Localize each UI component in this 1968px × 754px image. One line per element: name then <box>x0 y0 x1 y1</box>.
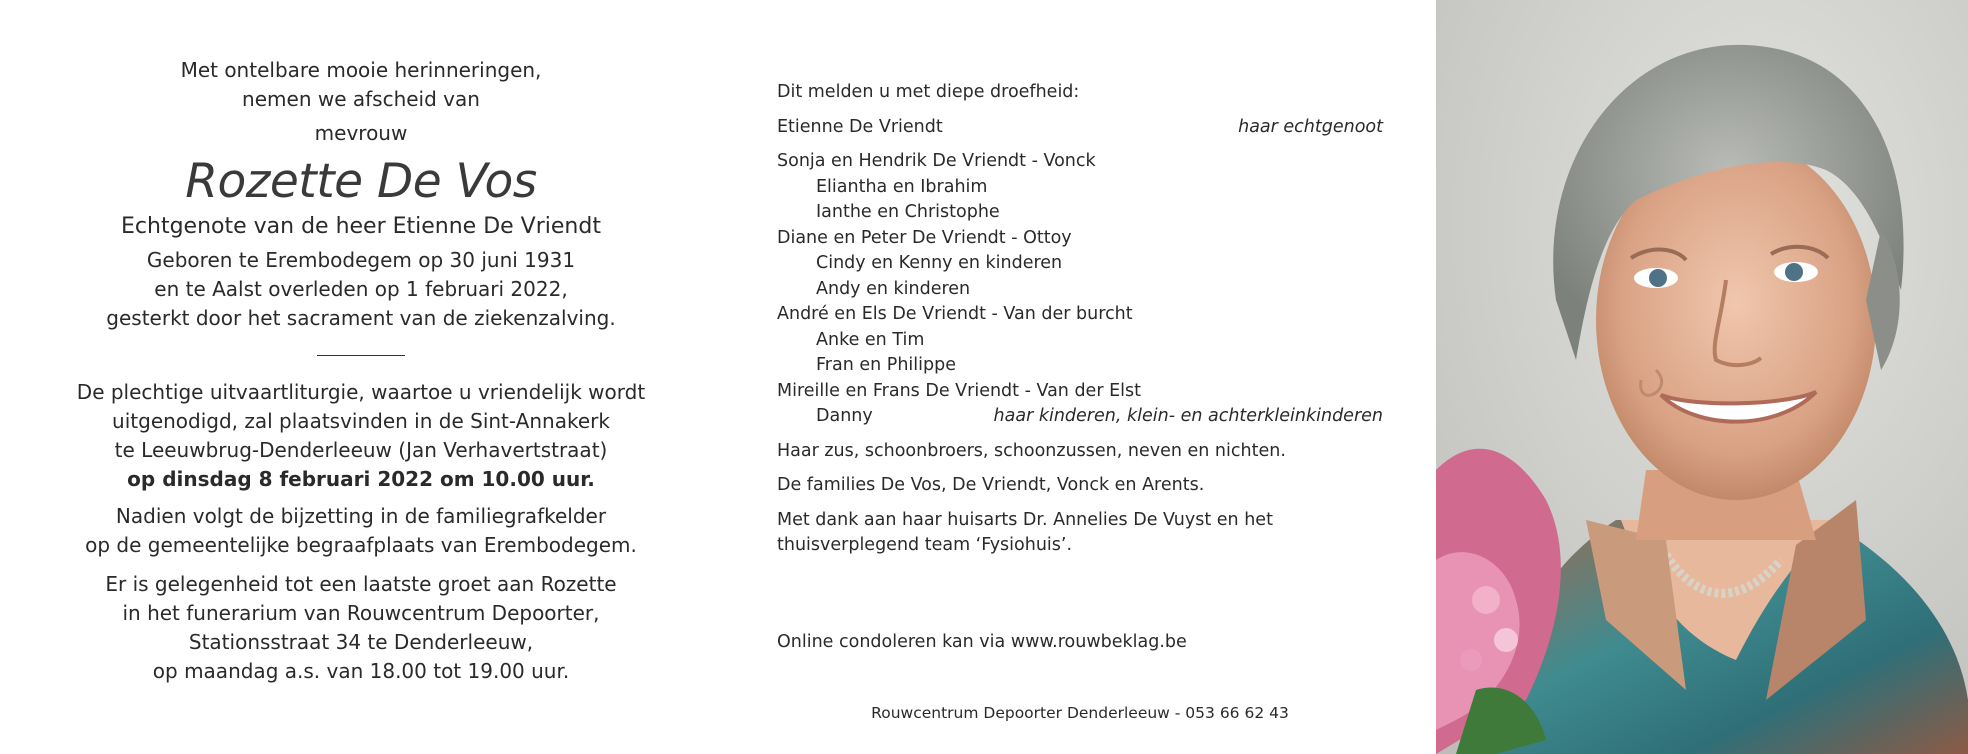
family-column <box>777 80 1383 559</box>
family-head: Mireille en Frans De Vriendt - Van der Elst <box>777 380 1141 401</box>
ceremony-line: te Leeuwbrug-Denderleeuw (Jan Verhavertstraat) <box>114 438 608 462</box>
divider <box>317 355 405 356</box>
children-role: haar kinderen, klein- en achterkleinkinderen <box>993 406 1383 426</box>
husband-name: Etienne De Vriendt <box>777 116 943 137</box>
visit-line: in het funerarium van Rouwcentrum Depoorter, <box>122 601 600 625</box>
ceremony-info <box>60 378 662 494</box>
burial-info <box>60 502 662 560</box>
birth-line: Geboren te Erembodegem op 30 juni 1931 <box>146 248 576 272</box>
family-head: André en Els De Vriendt - Van der burcht <box>777 304 1133 324</box>
family-member: Fran en Philippe <box>816 355 956 375</box>
ceremony-date: op dinsdag 8 februari 2022 om 10.00 uur. <box>127 467 595 491</box>
left-column <box>60 56 662 686</box>
honorific: mevrouw <box>314 121 408 145</box>
intro-text <box>60 56 662 114</box>
online-condolence: Online condoleren kan via www.rouwbeklag.be <box>777 632 1187 652</box>
burial-line: op de gemeentelijke begraafplaats van Erembodegem. <box>85 533 637 557</box>
intro-line: nemen we afscheid van <box>242 87 480 111</box>
portrait-photo <box>1436 0 1968 754</box>
family-member: Ianthe en Christophe <box>816 202 1000 222</box>
visit-line: Er is gelegenheid tot een laatste groet aan Rozette <box>105 572 617 596</box>
visit-line: op maandag a.s. van 18.00 tot 19.00 uur. <box>152 659 570 683</box>
portrait-illustration <box>1436 0 1968 754</box>
family-member: Cindy en Kenny en kinderen <box>816 253 1063 273</box>
announcement-heading: Dit melden u met diepe droefheid: <box>777 82 1080 102</box>
deceased-name: Rozette De Vos <box>185 154 537 209</box>
family-head: Diane en Peter De Vriendt - Ottoy <box>777 227 1072 248</box>
family-head: Sonja en Hendrik De Vriendt - Vonck <box>777 151 1096 171</box>
family-member: Eliantha en Ibrahim <box>816 176 988 197</box>
death-line: en te Aalst overleden op 1 februari 2022, <box>154 277 568 301</box>
family-member: Danny <box>816 406 873 426</box>
family-member: Andy en kinderen <box>816 278 971 299</box>
visitation-info <box>60 570 662 686</box>
husband-row <box>777 115 1383 141</box>
ceremony-line: uitgenodigd, zal plaatsvinden in de Sint-Annakerk <box>112 409 610 433</box>
burial-line: Nadien volgt de bijzetting in de familiegrafkelder <box>115 504 607 528</box>
funeral-home-footer: Rouwcentrum Depoorter Denderleeuw - 053 66 62 43 <box>871 704 1289 722</box>
birth-death-info <box>60 246 662 333</box>
husband-role: haar echtgenoot <box>1238 116 1383 137</box>
ceremony-line: De plechtige uitvaartliturgie, waartoe u vriendelijk wordt <box>76 380 646 404</box>
family-member: Anke en Tim <box>816 329 925 350</box>
siblings-line: Haar zus, schoonbroers, schoonzussen, neven en nichten. <box>777 440 1286 461</box>
sacrament-line: gesterkt door het sacrament van de ziekenzalving. <box>106 306 616 330</box>
family-list <box>777 149 1383 430</box>
families-line: De families De Vos, De Vriendt, Vonck en Arents. <box>777 475 1205 495</box>
thanks-line: Met dank aan haar huisarts Dr. Annelies De Vuyst en het thuisverplegend team ‘Fysiohuis’. <box>777 509 1273 555</box>
last-member-row <box>777 404 1383 430</box>
spouse-line: Echtgenote van de heer Etienne De Vriendt <box>121 214 601 239</box>
intro-line: Met ontelbare mooie herinneringen, <box>180 58 542 82</box>
visit-line: Stationsstraat 34 te Denderleeuw, <box>188 630 534 654</box>
